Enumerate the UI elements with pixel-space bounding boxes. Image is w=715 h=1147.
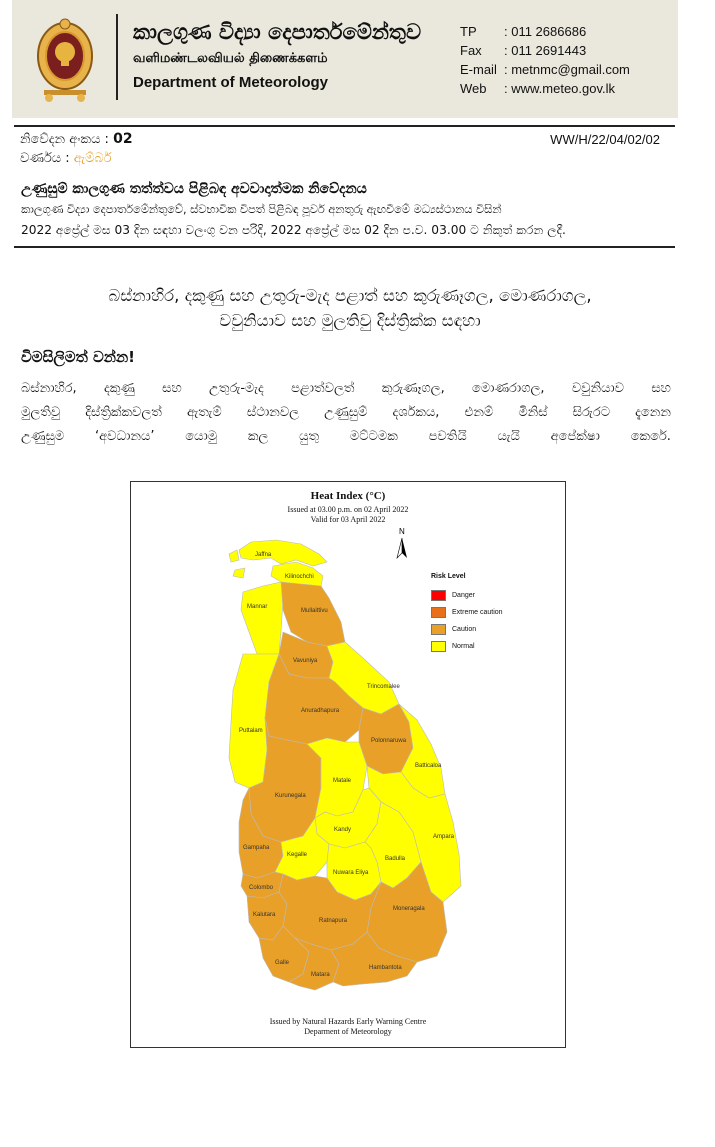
body-word: දිස්ත්‍රික්කවලත් bbox=[85, 405, 162, 420]
body-word: බස්නාහිර, bbox=[21, 381, 77, 396]
legend-swatch bbox=[431, 641, 446, 652]
contact-label: Fax bbox=[460, 43, 482, 58]
legend-item-danger bbox=[431, 587, 503, 604]
label-galle: Galle bbox=[275, 960, 290, 966]
body-word: මුලතිවු bbox=[21, 405, 61, 420]
legend-swatch bbox=[431, 624, 446, 635]
body-word: සිරුරට bbox=[572, 405, 611, 420]
issuer-line: කාලගුණ විද්‍යා දෙපාර්තමේන්තුවේ, ස්වභාවික විපත් පිළිබඳ පූර්ව අනතුරු ඇඟවීමේ මධ්‍යස්ථානය විසින් bbox=[21, 203, 502, 216]
body-word: උතුරු-මැද bbox=[209, 381, 264, 396]
contact-label: TP bbox=[460, 24, 477, 39]
rule-bottom bbox=[14, 246, 675, 248]
label-hambantota: Hambantota bbox=[369, 965, 402, 971]
notice-number bbox=[20, 131, 133, 147]
label-vavuniya: Vavuniya bbox=[293, 658, 318, 664]
body-word: සහ bbox=[162, 381, 182, 396]
body-word: ‘අවධානය’ bbox=[95, 429, 155, 444]
legend-item-extreme-caution bbox=[431, 604, 503, 621]
label-mullaittivu: Mullaittivu bbox=[301, 608, 328, 614]
north-label: N bbox=[399, 527, 405, 536]
map-footer bbox=[131, 1017, 565, 1037]
issued-by-line: Issued by Natural Hazards Early Warning Centre bbox=[269, 1017, 427, 1026]
body-word: ඇතැම් bbox=[186, 405, 222, 420]
body-word: දර්ශකය, bbox=[392, 405, 440, 420]
contact-value: : www.meteo.gov.lk bbox=[504, 81, 616, 96]
rule-top bbox=[14, 125, 675, 127]
body-word: යැයි bbox=[497, 429, 520, 444]
contact-label: Web bbox=[460, 81, 487, 96]
body-word: දැනෙන bbox=[635, 405, 671, 420]
label-mannar: Mannar bbox=[247, 604, 268, 610]
districts-heading-line-2: වවුනියාව සහ මුලතිවු දිස්ත්‍රික්ක සඳහා bbox=[219, 311, 481, 330]
body-word: මට්ටමක bbox=[349, 429, 398, 444]
reference-code: WW/H/22/04/02/02 bbox=[550, 132, 660, 147]
caution-heading: විමසිලිමත් වන්න! bbox=[21, 348, 135, 366]
label-polonnaruwa: Polonnaruwa bbox=[371, 738, 407, 744]
department-line: Deparment of Meteorology bbox=[304, 1027, 392, 1036]
body-word: කල bbox=[247, 429, 269, 444]
sri-lanka-map bbox=[131, 482, 565, 1047]
label-kegalle: Kegalle bbox=[287, 852, 308, 858]
contact-value: : 011 2691443 bbox=[504, 43, 587, 58]
legend-label: Extreme caution bbox=[452, 609, 503, 616]
district-jaffna bbox=[239, 540, 327, 566]
national-emblem-icon bbox=[34, 14, 96, 104]
body-word: එනම් bbox=[464, 405, 494, 420]
island-shape bbox=[229, 550, 239, 562]
body-word: සහ bbox=[651, 381, 671, 396]
contact-row-fax bbox=[460, 41, 630, 60]
districts-heading-line-1: බස්නාහිර, දකුණු සහ උතුරු-මැද පළාත් සහ කුරුණෑගල, මොණරාගල, bbox=[108, 286, 592, 305]
body-word: අපේක්ෂා bbox=[550, 429, 600, 444]
header-divider bbox=[116, 14, 118, 100]
district-mannar bbox=[241, 582, 283, 654]
label-anuradhapura: Anuradhapura bbox=[301, 708, 340, 714]
body-line-2 bbox=[21, 405, 671, 420]
body-word: යොමු bbox=[185, 429, 218, 444]
org-name-english: Department of Meteorology bbox=[133, 74, 329, 91]
body-line-1 bbox=[21, 381, 671, 396]
contact-label: E-mail bbox=[460, 62, 497, 77]
map-valid-date: Valid for 03 April 2022 bbox=[310, 515, 386, 524]
warning-colour bbox=[20, 151, 112, 166]
label-badulla: Badulla bbox=[385, 856, 406, 862]
org-name-sinhala: කාලගුණ විද්‍යා දෙපාර්තමේන්තුව bbox=[133, 20, 422, 44]
island-shape bbox=[233, 568, 245, 578]
contact-row-email bbox=[460, 60, 630, 79]
notice-title: උණුසුම් කාලගුණ තත්ත්වය පිළිබඳ අවවාදාත්මක නිවේදනය bbox=[21, 181, 367, 197]
map-title: Heat Index (°C) bbox=[310, 490, 386, 502]
label-gampaha: Gampaha bbox=[243, 845, 270, 851]
label-kandy: Kandy bbox=[334, 827, 352, 833]
label-kurunegala: Kurunegala bbox=[275, 793, 306, 799]
body-line-3 bbox=[21, 429, 671, 444]
legend-label: Danger bbox=[452, 592, 475, 599]
map-issued-time: Issued at 03.00 p.m. on 02 April 2022 bbox=[287, 505, 409, 514]
body-word: කෙරේ. bbox=[630, 429, 671, 444]
body-word: දකුණු bbox=[103, 381, 135, 396]
label-nuwara-eliya: Nuwara Eliya bbox=[333, 870, 369, 876]
body-word: යුතු bbox=[299, 429, 320, 444]
body-word: උණුසුම bbox=[21, 429, 65, 444]
label-puttalam: Puttalam bbox=[239, 728, 263, 734]
label-kilinochchi: Kilinochchi bbox=[285, 574, 314, 580]
north-arrow-icon bbox=[395, 526, 409, 560]
label-ratnapura: Ratnapura bbox=[319, 918, 348, 924]
contact-row-phone bbox=[460, 22, 630, 41]
map-legend bbox=[431, 573, 503, 655]
contact-block bbox=[460, 22, 630, 98]
validity-line: 2022 අප්‍රේල් මස 03 දින සඳහා වලංගු වන පරිදි, 2022 අප්‍රේල් මස 02 දින ප.ව. 03.00 ට නිකුත් කරන ලදී. bbox=[21, 223, 566, 237]
label-batticaloa: Batticaloa bbox=[415, 763, 442, 769]
colour-label: වර්ණය : bbox=[20, 151, 74, 166]
legend-title: Risk Level bbox=[431, 573, 466, 580]
label-colombo: Colombo bbox=[249, 885, 274, 891]
label-moneragala: Moneragala bbox=[393, 906, 425, 912]
body-word: පවතියි bbox=[428, 429, 467, 444]
legend-item-caution bbox=[431, 621, 503, 638]
body-word: ස්ථානවල bbox=[246, 405, 300, 420]
letterhead bbox=[12, 0, 678, 118]
org-name-tamil: வளிமண்டலவியல் திணைக்களம் bbox=[133, 51, 328, 66]
label-ampara: Ampara bbox=[433, 834, 455, 840]
notice-number-value: 02 bbox=[113, 131, 133, 147]
body-word: උණුසුම් bbox=[324, 405, 368, 420]
body-word: පළාත්වලත් bbox=[291, 381, 355, 396]
label-trincomalee: Trincomalee bbox=[367, 684, 400, 690]
body-word: වවුනියාව bbox=[571, 381, 625, 396]
heat-index-map bbox=[130, 481, 566, 1048]
label-jaffna: Jaffna bbox=[255, 552, 272, 558]
contact-value: : metnmc@gmail.com bbox=[504, 62, 630, 77]
contact-row-web bbox=[460, 79, 630, 98]
legend-item-normal bbox=[431, 638, 503, 655]
label-matale: Matale bbox=[333, 778, 352, 784]
legend-swatch bbox=[431, 590, 446, 601]
label-matara: Matara bbox=[311, 972, 330, 978]
legend-swatch bbox=[431, 607, 446, 618]
colour-value: ඇම්බර් bbox=[73, 151, 112, 166]
label-kalutara: Kalutara bbox=[253, 912, 276, 918]
contact-value: : 011 2686686 bbox=[504, 24, 587, 39]
notice-number-label: නිවේදන අංකය : bbox=[20, 132, 114, 147]
body-word: මිනිස් bbox=[518, 405, 548, 420]
legend-label: Normal bbox=[452, 643, 475, 650]
legend-label: Caution bbox=[452, 626, 477, 633]
body-word: කුරුණෑගල, bbox=[381, 381, 445, 396]
body-word: මොණරාගල, bbox=[471, 381, 545, 396]
